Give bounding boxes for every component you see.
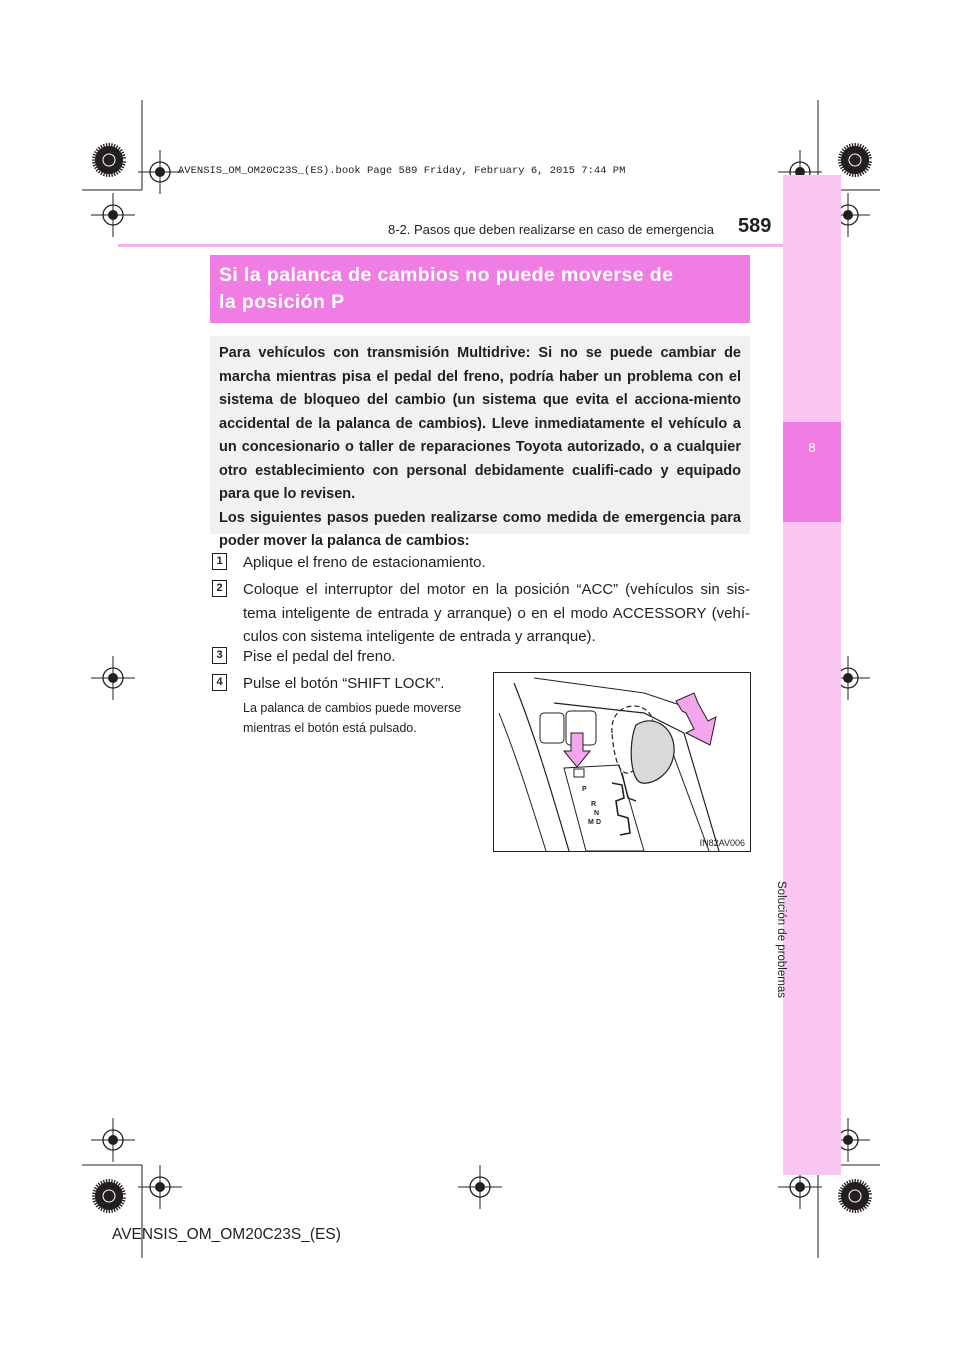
step-2 bbox=[212, 578, 750, 649]
chapter-box bbox=[783, 422, 841, 522]
notice-box bbox=[210, 336, 750, 549]
step-4-note: La palanca de cambios puede moverse mientras el botón está pulsado. bbox=[243, 701, 462, 735]
gear-label-n: N bbox=[594, 810, 600, 817]
step-number: 3 bbox=[212, 647, 227, 664]
running-head: 8-2. Pasos que deben realizarse en caso de emergencia bbox=[388, 222, 714, 237]
shift-lock-illustration bbox=[493, 672, 751, 852]
step-3 bbox=[212, 645, 750, 669]
book-stamp: AVENSIS_OM_OM20C23S_(ES).book Page 589 Friday, February 6, 2015 7:44 PM bbox=[178, 165, 626, 177]
chapter-title: Solución de problemas bbox=[775, 881, 787, 998]
step-number: 1 bbox=[212, 553, 227, 570]
shift-lever-drawing bbox=[494, 673, 750, 851]
chapter-number: 8 bbox=[808, 440, 816, 455]
notice-paragraph-2: Los siguientes pasos pueden realizarse como medida de emergencia para poder mover la palanca de cambios: bbox=[219, 509, 741, 549]
step-1 bbox=[212, 551, 750, 575]
header-rule bbox=[118, 244, 783, 247]
step-text: Pulse el botón “SHIFT LOCK”. bbox=[243, 675, 445, 692]
step-number: 4 bbox=[212, 674, 227, 691]
footer-code: AVENSIS_OM_OM20C23S_(ES) bbox=[112, 1226, 341, 1243]
gear-label-r: R bbox=[591, 801, 597, 808]
page-number: 589 bbox=[738, 215, 772, 237]
step-text: Aplique el freno de estacionamiento. bbox=[243, 554, 486, 571]
step-number: 2 bbox=[212, 580, 227, 597]
gear-label-p: P bbox=[582, 786, 587, 793]
step-text: Pise el pedal del freno. bbox=[243, 648, 396, 665]
section-heading bbox=[210, 255, 750, 323]
step-4 bbox=[212, 672, 482, 696]
chapter-tab-strip bbox=[775, 175, 841, 1175]
step-text: Coloque el interruptor del motor en la posición “ACC” (vehículos sin sis-tema inteligente de entrada y arranque) o en el modo ACCESSORY (vehí-culos con sistema inteligente de entrada y arranque). bbox=[243, 581, 750, 645]
section-title-line1: Si la palanca de cambios no puede moverse de bbox=[219, 264, 674, 286]
section-title-line2: la posición P bbox=[219, 291, 345, 313]
illustration-code: IN82AV006 bbox=[699, 838, 745, 848]
notice-paragraph-1: Para vehículos con transmisión Multidrive: Si no se puede cambiar de marcha mientras pisa el pedal del freno, podría haber un problema con el sistema de bloqueo del cambio (un sistema que evita el acciona-miento accidental de la palanca de cambios). Lleve inmediatamente el vehículo a un concesionario o taller de reparaciones Toyota autorizado, o a cualquier otro establecimiento con personal debidamente cualifi-cado y equipado para que lo revisen. bbox=[219, 345, 741, 502]
gear-label-m: M bbox=[588, 819, 594, 826]
gear-label-d: D bbox=[596, 819, 602, 826]
